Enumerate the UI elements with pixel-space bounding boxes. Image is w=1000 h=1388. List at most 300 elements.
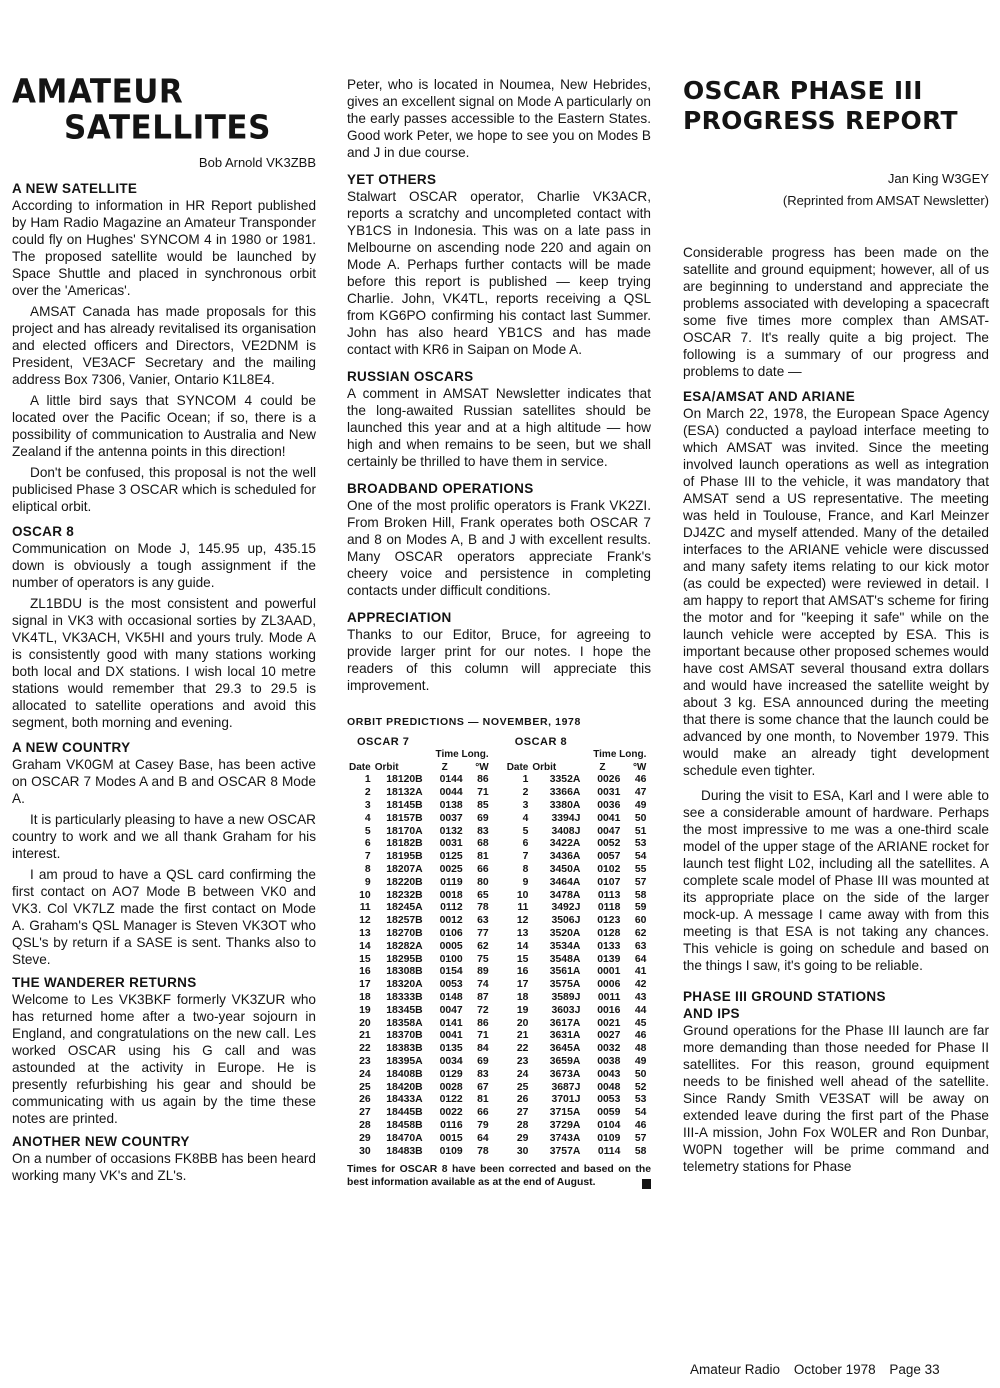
date-cell: 11 bbox=[359, 902, 371, 914]
table-row bbox=[505, 800, 649, 813]
orbit-cell: 3673A bbox=[549, 1068, 581, 1080]
title-line-2: SATELLITES bbox=[64, 108, 271, 147]
orbit-cell: 3631A bbox=[549, 1030, 581, 1042]
heading-line-2: AND IPS bbox=[683, 1006, 740, 1021]
heading-new-satellite: A NEW SATELLITE bbox=[12, 181, 138, 196]
date-cell: 30 bbox=[516, 1145, 529, 1157]
paragraph: On a number of occasions FK8BB has been heard working many VK's and ZL's. bbox=[12, 1151, 316, 1183]
time-cell: 0053 bbox=[439, 979, 463, 991]
date-cell: 11 bbox=[517, 902, 529, 914]
longitude-cell: 49 bbox=[634, 799, 647, 811]
time-cell: 0015 bbox=[439, 1132, 463, 1144]
w-header: °W bbox=[475, 761, 489, 773]
table-row bbox=[347, 915, 491, 928]
orbit-cell: 18120B bbox=[386, 774, 423, 786]
orbit-cell: 3617A bbox=[549, 1017, 581, 1029]
date-cell: 28 bbox=[359, 1119, 371, 1131]
table-row bbox=[347, 1107, 491, 1120]
date-cell: 21 bbox=[516, 1030, 529, 1042]
longitude-cell: 47 bbox=[634, 787, 647, 799]
orbit-cell: 3450A bbox=[549, 863, 581, 875]
orbit-cell: 3394J bbox=[551, 812, 581, 824]
table-row bbox=[347, 1146, 491, 1159]
table-row bbox=[505, 1107, 649, 1120]
table-row bbox=[347, 1056, 491, 1069]
time-long-header: Time Long. bbox=[593, 748, 647, 760]
w-header: °W bbox=[632, 761, 647, 773]
paragraph: Welcome to Les VK3BKF formerly VK3ZUR who has returned home after a two-year sojourn in England, and congratulations on the new call. Les worked OSCAR using his G call and was astounded at the activity in Europe. He is presently refurbishing his gear and should be communicating with us again by the time these notes are printed. bbox=[12, 992, 316, 1126]
heading-another-new-country: ANOTHER NEW COUNTRY bbox=[12, 1134, 190, 1149]
date-cell: 29 bbox=[359, 1132, 371, 1144]
orbit-cell: 3520A bbox=[549, 927, 581, 939]
date-cell: 22 bbox=[516, 1043, 529, 1055]
date-cell: 3 bbox=[364, 799, 371, 811]
longitude-cell: 71 bbox=[477, 787, 489, 799]
paragraph: Don't be confused, this proposal is not the well publicised Phase 3 OSCAR which is scheduled for eliptical orbit. bbox=[12, 465, 316, 514]
date-cell: 29 bbox=[516, 1132, 529, 1144]
table-row bbox=[505, 813, 649, 826]
time-cell: 0038 bbox=[597, 1055, 621, 1067]
orbit-cell: 18245A bbox=[386, 902, 423, 914]
orbit-cell: 3380A bbox=[549, 799, 581, 811]
orbit-cell: 18345B bbox=[386, 1004, 423, 1016]
orbit-cell: 18170A bbox=[386, 825, 423, 837]
longitude-cell: 64 bbox=[477, 1132, 489, 1144]
longitude-cell: 67 bbox=[477, 1081, 489, 1093]
orbit-tables bbox=[347, 736, 651, 1158]
time-cell: 0021 bbox=[597, 1017, 621, 1029]
date-cell: 24 bbox=[359, 1068, 371, 1080]
date-cell: 30 bbox=[359, 1145, 371, 1157]
orbit-cell: 18445B bbox=[386, 1107, 423, 1119]
time-cell: 0100 bbox=[439, 953, 463, 965]
heading-ground-stations bbox=[683, 988, 989, 1022]
date-cell: 17 bbox=[516, 979, 529, 991]
paragraph: According to information in HR Report published by Ham Radio Magazine an Amateur Transponder could fly on Hughes' SYNCOM 4 in 1980 or 1981. The proposed satellite would be launched by Space Shuttle and placed in synchronous orbit over the 'Americas'. bbox=[12, 198, 316, 298]
date-cell: 13 bbox=[359, 927, 371, 939]
paragraph: Stalwart OSCAR operator, Charlie VK3ACR, reports a scratchy and uncompleted contact with YB1CS in Indonesia. This was on a late pass in Melbourne on ascending node 220 and again on Mode A. Perhaps further contacts will be made before this report is published — keep trying Charlie. John, VK4TL, reports receiving a QSL from KG6PO confirming his contact last Summer. John has also heard YB1CS and has made contact with KR6 in Saipan on Mode A. bbox=[347, 189, 651, 357]
date-cell: 15 bbox=[359, 953, 371, 965]
time-cell: 0005 bbox=[439, 940, 463, 952]
table-row bbox=[347, 838, 491, 851]
time-cell: 0122 bbox=[439, 1094, 463, 1106]
date-cell: 10 bbox=[359, 889, 371, 901]
time-cell: 0139 bbox=[597, 953, 621, 965]
time-cell: 0132 bbox=[439, 825, 463, 837]
orbit-cell: 18458B bbox=[386, 1119, 423, 1131]
date-cell: 20 bbox=[359, 1017, 371, 1029]
longitude-cell: 62 bbox=[634, 927, 647, 939]
z-header: Z bbox=[599, 761, 606, 773]
longitude-cell: 46 bbox=[634, 1030, 647, 1042]
title-line-1: OSCAR PHASE III bbox=[683, 76, 923, 105]
time-long-header: Time Long. bbox=[435, 748, 489, 760]
time-cell: 0031 bbox=[597, 787, 621, 799]
paragraph: I am proud to have a QSL card confirming the first contact on AO7 Mode B between VK0 and VK3. Col VK7LZ made the first contact on Mode A. Graham's QSL Manager is Steven VK3OT who QSL's by return if a SASE is sent. Thanks also to Steve. bbox=[12, 867, 316, 967]
longitude-cell: 60 bbox=[634, 915, 647, 927]
table-row bbox=[347, 992, 491, 1005]
date-cell: 28 bbox=[516, 1119, 529, 1131]
date-cell: 25 bbox=[359, 1081, 371, 1093]
table-row bbox=[347, 800, 491, 813]
paragraph: Communication on Mode J, 145.95 up, 435.15 down is obviously a tough assignment if the number of operators is any guide. bbox=[12, 541, 316, 590]
orbit-cell: 3687J bbox=[551, 1081, 581, 1093]
time-cell: 0144 bbox=[439, 774, 463, 786]
time-cell: 0034 bbox=[439, 1055, 463, 1067]
orbit-cell: 18132A bbox=[386, 787, 423, 799]
longitude-cell: 74 bbox=[477, 979, 489, 991]
date-cell: 3 bbox=[522, 799, 529, 811]
table-row bbox=[505, 966, 649, 979]
date-cell: 10 bbox=[516, 889, 529, 901]
time-cell: 0112 bbox=[440, 902, 463, 914]
date-cell: 4 bbox=[364, 812, 371, 824]
table-row bbox=[347, 902, 491, 915]
paragraph: Ground operations for the Phase III launch are far more demanding than those needed for Phase II satellites. For this reason, ground equipment needs to be finished well ahead of the satellite. Since Randy Smith VE3SAT will be away on extended leave during the first part of the Phase III-A mission, John Fox W0LER and Ron Dunbar, W0PN together will be prime command and telemetry stations for Phase bbox=[683, 1023, 989, 1174]
orbit-cell: 3436A bbox=[549, 851, 581, 863]
time-cell: 0047 bbox=[439, 1004, 463, 1016]
heading-oscar-8: OSCAR 8 bbox=[12, 524, 75, 539]
paragraph: A comment in AMSAT Newsletter indicates that the long-awaited Russian satellites should be launched this year and at a high altitude — how high and when remains to be seen, but we shall certainly be thrilled to have them in service. bbox=[347, 386, 651, 469]
table-row bbox=[347, 1043, 491, 1056]
heading-appreciation: APPRECIATION bbox=[347, 610, 452, 625]
orbit-cell: 3548A bbox=[549, 953, 581, 965]
date-cell: 23 bbox=[516, 1055, 529, 1067]
orbit-cell: 3575A bbox=[549, 979, 581, 991]
date-cell: 27 bbox=[359, 1107, 371, 1119]
heading-wanderer-returns: THE WANDERER RETURNS bbox=[12, 975, 197, 990]
orbit-cell: 18295B bbox=[386, 953, 423, 965]
time-cell: 0047 bbox=[597, 825, 621, 837]
orbit-cell: 3464A bbox=[549, 876, 581, 888]
time-cell: 0028 bbox=[439, 1081, 463, 1093]
longitude-cell: 64 bbox=[634, 953, 647, 965]
longitude-cell: 66 bbox=[477, 1107, 489, 1119]
time-cell: 0027 bbox=[597, 1030, 621, 1042]
table-row bbox=[505, 1069, 649, 1082]
heading-broadband-operations: BROADBAND OPERATIONS bbox=[347, 481, 534, 496]
longitude-cell: 45 bbox=[634, 1017, 647, 1029]
date-cell: 26 bbox=[516, 1094, 529, 1106]
longitude-cell: 79 bbox=[477, 1119, 489, 1131]
table-row bbox=[505, 890, 649, 903]
orbit-header: Orbit bbox=[532, 761, 557, 773]
table-row bbox=[505, 787, 649, 800]
longitude-cell: 69 bbox=[477, 1055, 489, 1067]
orbit-cell: 18333B bbox=[386, 991, 423, 1003]
heading-new-country: A NEW COUNTRY bbox=[12, 740, 131, 755]
orbit-cell: 18207A bbox=[386, 863, 423, 875]
longitude-cell: 83 bbox=[477, 825, 489, 837]
orbit-cell: 18145B bbox=[386, 799, 423, 811]
longitude-cell: 77 bbox=[477, 927, 489, 939]
longitude-cell: 81 bbox=[477, 851, 489, 863]
table-row bbox=[505, 1146, 649, 1159]
time-cell: 0018 bbox=[439, 889, 463, 901]
date-header: Date bbox=[349, 761, 371, 773]
date-cell: 27 bbox=[516, 1107, 529, 1119]
longitude-cell: 66 bbox=[477, 863, 489, 875]
longitude-cell: 81 bbox=[477, 1094, 489, 1106]
paragraph: On March 22, 1978, the European Space Agency (ESA) conducted a payload interface meeting to which AMSAT was invited. Since the meeting involved launch operations as well as integration of Phase III to the vehicle, it was mandatory that AMSAT send a US representative. The meeting was held in Toulouse, France, and Karl Meinzer DJ4ZC and myself attended. Many of the detailed interfaces to the ARIANE vehicle were discussed and many safety items relating to our kick motor (as could be expected) were reviewed in detail. I am happy to report that AMSAT's scheme for firing the motor and for "keeping it safe" while on the launch vehicle were accepted by ESA. This is important because other proposed schemes would have cost AMSAT several thousand extra dollars and would have increased the satellite weight by about 3 kg. ESA announced during the meeting that there is some chance that the launch could be advanced by one month, to November 1979. This would make an already tight development schedule even tighter. bbox=[683, 406, 989, 778]
date-cell: 9 bbox=[522, 876, 529, 888]
table-row bbox=[347, 826, 491, 839]
date-cell: 18 bbox=[516, 991, 529, 1003]
time-cell: 0116 bbox=[440, 1119, 463, 1131]
title-line-1: AMATEUR bbox=[12, 73, 184, 112]
longitude-cell: 80 bbox=[477, 876, 489, 888]
longitude-cell: 86 bbox=[477, 774, 489, 786]
orbit-cell: 3729A bbox=[549, 1119, 581, 1131]
oscar8-name: OSCAR 8 bbox=[514, 736, 568, 748]
time-cell: 0104 bbox=[597, 1119, 621, 1131]
date-cell: 14 bbox=[516, 940, 529, 952]
orbit-cell: 3645A bbox=[549, 1043, 581, 1055]
table-row bbox=[347, 1069, 491, 1082]
orbit-cell: 18320A bbox=[386, 979, 423, 991]
time-cell: 0057 bbox=[597, 851, 621, 863]
time-cell: 0141 bbox=[439, 1017, 463, 1029]
oscar7-table bbox=[347, 736, 491, 1158]
table-row bbox=[347, 1133, 491, 1146]
table-row bbox=[505, 826, 649, 839]
table-row bbox=[347, 787, 491, 800]
table-row bbox=[505, 941, 649, 954]
time-cell: 0043 bbox=[597, 1068, 621, 1080]
longitude-cell: 62 bbox=[477, 940, 489, 952]
table-row bbox=[347, 1005, 491, 1018]
orbit-cell: 3589J bbox=[551, 991, 581, 1003]
table-row bbox=[505, 1056, 649, 1069]
orbit-header: Orbit bbox=[374, 761, 399, 773]
time-cell: 0048 bbox=[597, 1081, 621, 1093]
time-cell: 0059 bbox=[597, 1107, 621, 1119]
orbit-cell: 3659A bbox=[549, 1055, 581, 1067]
longitude-cell: 48 bbox=[634, 1043, 647, 1055]
orbit-cell: 18182B bbox=[386, 838, 423, 850]
orbit-cell: 18220B bbox=[386, 876, 423, 888]
orbit-cell: 18358A bbox=[386, 1017, 423, 1029]
column-1 bbox=[12, 73, 316, 1184]
paragraph: A little bird says that SYNCOM 4 could be located over the Pacific Ocean; if so, there is a possibility of communication to Australia and New Zealand if the antenna points in this direction! bbox=[12, 393, 316, 459]
time-cell: 0037 bbox=[439, 812, 463, 824]
orbit-cell: 18483B bbox=[386, 1145, 423, 1157]
orbit-cell: 18232B bbox=[386, 889, 423, 901]
orbit-cell: 18470A bbox=[386, 1132, 423, 1144]
oscar7-rows bbox=[347, 774, 491, 1158]
longitude-cell: 89 bbox=[477, 966, 489, 978]
date-cell: 14 bbox=[359, 940, 371, 952]
longitude-cell: 59 bbox=[634, 902, 647, 914]
time-cell: 0148 bbox=[439, 991, 463, 1003]
longitude-cell: 87 bbox=[477, 991, 489, 1003]
longitude-cell: 53 bbox=[634, 1094, 647, 1106]
date-cell: 4 bbox=[522, 812, 529, 824]
orbit-cell: 3366A bbox=[549, 787, 581, 799]
longitude-cell: 86 bbox=[477, 1017, 489, 1029]
table-row bbox=[347, 1030, 491, 1043]
date-cell: 23 bbox=[359, 1055, 371, 1067]
longitude-cell: 42 bbox=[634, 979, 647, 991]
paragraph: Thanks to our Editor, Bruce, for agreeing to provide larger print for our notes. I hope the readers of this column will appreciate this improvement. bbox=[347, 627, 651, 693]
time-cell: 0125 bbox=[439, 851, 463, 863]
orbit-predictions-title: ORBIT PREDICTIONS — NOVEMBER, 1978 bbox=[347, 716, 581, 728]
time-cell: 0119 bbox=[440, 876, 463, 888]
table-row bbox=[505, 954, 649, 967]
orbit-cell: 3422A bbox=[549, 838, 581, 850]
table-row bbox=[347, 877, 491, 890]
longitude-cell: 57 bbox=[634, 1132, 647, 1144]
time-cell: 0113 bbox=[597, 889, 621, 901]
paragraph: It is particularly pleasing to have a new OSCAR country to work and we all thank Graham for his interest. bbox=[12, 812, 316, 861]
date-cell: 1 bbox=[522, 774, 529, 786]
orbit-cell: 18433A bbox=[386, 1094, 423, 1106]
table-row bbox=[347, 774, 491, 787]
oscar8-table bbox=[505, 736, 649, 1158]
longitude-cell: 49 bbox=[634, 1055, 647, 1067]
table-row bbox=[347, 1018, 491, 1031]
longitude-cell: 50 bbox=[634, 812, 647, 824]
article-title-oscar-phase-iii bbox=[683, 76, 989, 136]
table-row bbox=[505, 838, 649, 851]
date-cell: 2 bbox=[364, 787, 371, 799]
orbit-note-text: Times for OSCAR 8 have been corrected and based on the best information available as at the end of August. bbox=[347, 1164, 651, 1188]
column-3 bbox=[683, 76, 989, 1175]
page-footer bbox=[690, 1362, 990, 1377]
longitude-cell: 41 bbox=[634, 966, 647, 978]
longitude-cell: 65 bbox=[477, 889, 489, 901]
table-row bbox=[505, 1030, 649, 1043]
orbit-cell: 3701J bbox=[551, 1094, 581, 1106]
longitude-cell: 53 bbox=[634, 838, 647, 850]
table-row bbox=[505, 774, 649, 787]
table-row bbox=[347, 928, 491, 941]
date-cell: 5 bbox=[364, 825, 371, 837]
time-cell: 0025 bbox=[439, 863, 463, 875]
orbit-cell: 18195B bbox=[386, 851, 423, 863]
time-cell: 0102 bbox=[597, 863, 621, 875]
table-row bbox=[347, 864, 491, 877]
time-cell: 0129 bbox=[439, 1068, 463, 1080]
orbit-cell: 3757A bbox=[549, 1145, 581, 1157]
longitude-cell: 75 bbox=[477, 953, 489, 965]
longitude-cell: 44 bbox=[634, 1004, 647, 1016]
heading-russian-oscars: RUSSIAN OSCARS bbox=[347, 369, 474, 384]
date-cell: 6 bbox=[364, 838, 371, 850]
time-cell: 0016 bbox=[597, 1004, 621, 1016]
orbit-cell: 18282A bbox=[386, 940, 423, 952]
date-cell: 7 bbox=[364, 851, 371, 863]
longitude-cell: 83 bbox=[477, 1068, 489, 1080]
longitude-cell: 63 bbox=[477, 915, 489, 927]
time-cell: 0026 bbox=[597, 774, 621, 786]
table-row bbox=[505, 851, 649, 864]
table-row bbox=[505, 1005, 649, 1018]
time-cell: 0123 bbox=[597, 915, 621, 927]
date-cell: 5 bbox=[522, 825, 529, 837]
time-cell: 0052 bbox=[597, 838, 621, 850]
orbit-cell: 18270B bbox=[386, 927, 423, 939]
table-row bbox=[347, 966, 491, 979]
time-cell: 0114 bbox=[597, 1145, 621, 1157]
date-cell: 6 bbox=[522, 838, 529, 850]
table-row bbox=[505, 979, 649, 992]
orbit-note bbox=[347, 1164, 651, 1189]
table-row bbox=[505, 877, 649, 890]
table-row bbox=[505, 928, 649, 941]
paragraph: AMSAT Canada has made proposals for this project and has already revitalised its organisation and elected officers and Directors, VE2DNM is President, VE3ACF Secretary and the mailing address Box 7306, Vanier, Ontario K1L8E4. bbox=[12, 304, 316, 387]
article-title-amateur-satellites bbox=[12, 74, 316, 145]
orbit-cell: 3478A bbox=[549, 889, 581, 901]
table-row bbox=[505, 1018, 649, 1031]
table-row bbox=[505, 915, 649, 928]
longitude-cell: 54 bbox=[634, 1107, 647, 1119]
orbit-cell: 18308B bbox=[386, 966, 423, 978]
time-cell: 0118 bbox=[597, 902, 621, 914]
table-row bbox=[347, 890, 491, 903]
date-cell: 25 bbox=[516, 1081, 529, 1093]
time-cell: 0135 bbox=[439, 1043, 463, 1055]
time-cell: 0006 bbox=[597, 979, 621, 991]
date-cell: 9 bbox=[364, 876, 371, 888]
table-row bbox=[347, 954, 491, 967]
z-header: Z bbox=[441, 761, 448, 773]
table-row bbox=[347, 979, 491, 992]
date-cell: 16 bbox=[359, 966, 371, 978]
time-cell: 0109 bbox=[439, 1145, 463, 1157]
paragraph: Graham VK0GM at Casey Base, has been active on OSCAR 7 Modes A and B and OSCAR 8 Mode A. bbox=[12, 757, 316, 806]
table-row bbox=[505, 1133, 649, 1146]
paragraph: Considerable progress has been made on the satellite and ground equipment; however, all of us are beginning to understand and appreciate the problems associated with developing a spacecraft some five times more complex than AMSAT-OSCAR 7. It's really quite a big project. The following is a summary of our progress and problems to date — bbox=[683, 245, 989, 379]
date-cell: 22 bbox=[359, 1043, 371, 1055]
longitude-cell: 58 bbox=[634, 889, 647, 901]
paragraph: ZL1BDU is the most consistent and powerful signal in VK3 with occasional sorties by ZL3AAD, VK4TL, VK3ACH, VK5HI and yours truly. Mode A is consistently good with many stations working both local and DX stations. I wish local 10 metre stations would remember that 29.3 to 29.5 is allocated to satellite operations and avoid this segment, both morning and evening. bbox=[12, 596, 316, 730]
orbit-cell: 18420B bbox=[386, 1081, 423, 1093]
table-row bbox=[505, 1043, 649, 1056]
longitude-cell: 51 bbox=[634, 825, 647, 837]
orbit-cell: 18157B bbox=[386, 812, 423, 824]
date-cell: 8 bbox=[364, 863, 371, 875]
title-line-2: PROGRESS REPORT bbox=[683, 106, 958, 135]
longitude-cell: 43 bbox=[634, 991, 647, 1003]
orbit-cell: 3352A bbox=[549, 774, 581, 786]
longitude-cell: 58 bbox=[634, 1145, 647, 1157]
column-2 bbox=[347, 76, 651, 1189]
orbit-cell: 3408J bbox=[551, 825, 581, 837]
time-cell: 0032 bbox=[597, 1043, 621, 1055]
time-cell: 0012 bbox=[439, 915, 463, 927]
time-cell: 0041 bbox=[597, 812, 621, 824]
orbit-cell: 3743A bbox=[549, 1132, 581, 1144]
issue-date: October 1978 bbox=[793, 1362, 876, 1377]
orbit-cell: 18408B bbox=[386, 1068, 423, 1080]
date-cell: 16 bbox=[516, 966, 529, 978]
page-number: Page 33 bbox=[889, 1362, 940, 1377]
heading-esa-amsat-ariane: ESA/AMSAT AND ARIANE bbox=[683, 389, 856, 404]
time-cell: 0106 bbox=[439, 927, 463, 939]
date-cell: 18 bbox=[359, 991, 371, 1003]
oscar7-name: OSCAR 7 bbox=[357, 736, 410, 748]
time-cell: 0036 bbox=[597, 799, 621, 811]
paragraph: One of the most prolific operators is Frank VK2ZI. From Broken Hill, Frank operates both OSCAR 7 and 8 on Modes A, B and J with excellent results. Many OSCAR operators appreciate Frank's cheery voice and persistence in completing contacts under difficult conditions. bbox=[347, 498, 651, 598]
longitude-cell: 46 bbox=[634, 1119, 647, 1131]
longitude-cell: 72 bbox=[477, 1004, 489, 1016]
time-cell: 0107 bbox=[597, 876, 621, 888]
date-cell: 7 bbox=[522, 851, 529, 863]
heading-yet-others: YET OTHERS bbox=[347, 172, 437, 187]
date-cell: 19 bbox=[516, 1004, 529, 1016]
table-row bbox=[505, 902, 649, 915]
